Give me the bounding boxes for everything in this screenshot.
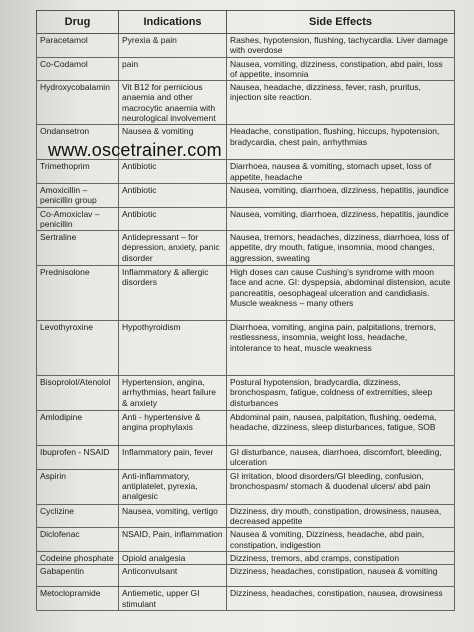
indications-cell: NSAID, Pain, inflammation [119,528,227,552]
drug-cell: Sertraline [37,231,119,266]
side-effects-cell: Abdominal pain, nausea, palpitation, flushing, oedema, headache, dizziness, sleep disturbances, fatigue, SOB [227,411,455,446]
table-row [37,57,455,81]
drug-table [36,10,455,611]
drug-cell: Trimethoprim [37,160,119,184]
header-row [37,11,455,34]
drug-cell: Paracetamol [37,34,119,58]
table-row [37,551,455,564]
indications-cell: Antibiotic [119,183,227,207]
table-header [37,11,455,34]
side-effects-cell: Dizziness, tremors, abd cramps, constipation [227,551,455,564]
drug-cell: Codeine phosphate [37,551,119,564]
indications-cell: Nausea & vomiting [119,125,227,160]
table-row [37,504,455,528]
side-effects-cell: Diarrhoea, vomiting, angina pain, palpitations, tremors, restlessness, insomnia, weight loss, headache, intolerance to heat, muscle weakness [227,321,455,376]
indications-cell: Hypothyroidism [119,321,227,376]
table-row [37,34,455,58]
side-effects-cell: Postural hypotension, bradycardia, dizziness, bronchospasm, fatigue, coldness of extremities, sleep disturbances [227,376,455,411]
drug-cell: Hydroxycobalamin [37,81,119,125]
table-row [37,81,455,125]
side-effects-cell: Nausea & vomiting, Dizziness, headache, abd pain, constipation, indigestion [227,528,455,552]
drug-cell: Ibuprofen - NSAID [37,446,119,470]
indications-cell: Inflammatory pain, fever [119,446,227,470]
header-drug: Drug [37,11,119,34]
drug-cell: Prednisolone [37,266,119,321]
table-row [37,266,455,321]
indications-cell: Hypertension, angina, arrhythmias, heart failure & anxiety [119,376,227,411]
indications-cell: Antibiotic [119,160,227,184]
drug-cell: Metoclopramide [37,587,119,611]
indications-cell: Anti - hypertensive & angina prophylaxis [119,411,227,446]
side-effects-cell: Nausea, vomiting, diarrhoea, dizziness, hepatitis, jaundice [227,183,455,207]
table-row [37,565,455,587]
drug-cell: Levothyroxine [37,321,119,376]
watermark: www.oscetrainer.com [48,140,222,160]
indications-cell: Inflammatory & allergic disorders [119,266,227,321]
side-effects-cell: Dizziness, headaches, constipation, nausea, drowsiness [227,587,455,611]
side-effects-cell: Dizziness, headaches, constipation, nausea & vomiting [227,565,455,587]
indications-cell: pain [119,57,227,81]
indications-cell: Opioid analgesia [119,551,227,564]
side-effects-cell: Diarrhoea, nausea & vomiting, stomach upset, loss of appetite, headache [227,160,455,184]
indications-cell: Anticonvulsant [119,565,227,587]
table-row [37,160,455,184]
side-effects-cell: Dizziness, dry mouth, constipation, drowsiness, nausea, decreased appetite [227,504,455,528]
drug-cell: Co-Amoxiclav – penicillin [37,207,119,231]
table-row [37,469,455,504]
drug-cell: Bisoprolol/Atenolol [37,376,119,411]
indications-cell: Vit B12 for pernicious anaemia and other macrocytic anaemia with neurological involvement [119,81,227,125]
table-row [37,446,455,470]
side-effects-cell: Nausea, vomiting, diarrhoea, dizziness, hepatitis, jaundice [227,207,455,231]
side-effects-cell: High doses can cause Cushing’s syndrome with moon face and acne. GI: dyspepsia, abdominal distension, acute pancreatitis, oesophageal ulceration and candidiasis. Muscle weakness – many others [227,266,455,321]
table-body [37,34,455,611]
drug-cell: Ondansetron [37,125,119,160]
indications-cell: Anti-inflammatory, antiplatelet, pyrexia, analgesic [119,469,227,504]
indications-cell: Pyrexia & pain [119,34,227,58]
drug-cell: Amlodipine [37,411,119,446]
drug-cell: Aspirin [37,469,119,504]
table-row [37,231,455,266]
drug-cell: Cyclizine [37,504,119,528]
indications-cell: Nausea, vomiting, vertigo [119,504,227,528]
table-row [37,207,455,231]
side-effects-cell: Nausea, vomiting, dizziness, constipation, abd pain, loss of appetite, insomnia [227,57,455,81]
side-effects-cell: Nausea, tremors, headaches, dizziness, diarrhoea, loss of appetite, dry mouth, fatigue, insomnia, mood changes, aggression, sweating [227,231,455,266]
table-row [37,411,455,446]
side-effects-cell: GI irritation, blood disorders/GI bleeding, confusion, bronchospasm/ stomach & duodenal ulcers/ abd pain [227,469,455,504]
table-row [37,587,455,611]
header-indications: Indications [119,11,227,34]
drug-cell: Diclofenac [37,528,119,552]
drug-cell: Co-Codamol [37,57,119,81]
drug-cell: Amoxicillin – penicillin group [37,183,119,207]
indications-cell: Antidepressant – for depression, anxiety, panic disorder [119,231,227,266]
table-row [37,376,455,411]
table-row [37,183,455,207]
header-side-effects: Side Effects [227,11,455,34]
side-effects-cell: Nausea, headache, dizziness, fever, rash, pruritus, injection site reaction. [227,81,455,125]
table-row [37,321,455,376]
indications-cell: Antiemetic, upper GI stimulant [119,587,227,611]
side-effects-cell: GI disturbance, nausea, diarrhoea, discomfort, bleeding, ulceration [227,446,455,470]
table-row [37,528,455,552]
indications-cell: Antibiotic [119,207,227,231]
drug-cell: Gabapentin [37,565,119,587]
side-effects-cell: Headache, constipation, flushing, hiccups, hypotension, bradycardia, chest pain, arrhythmias [227,125,455,160]
side-effects-cell: Rashes, hypotension, flushing, tachycardia. Liver damage with overdose [227,34,455,58]
